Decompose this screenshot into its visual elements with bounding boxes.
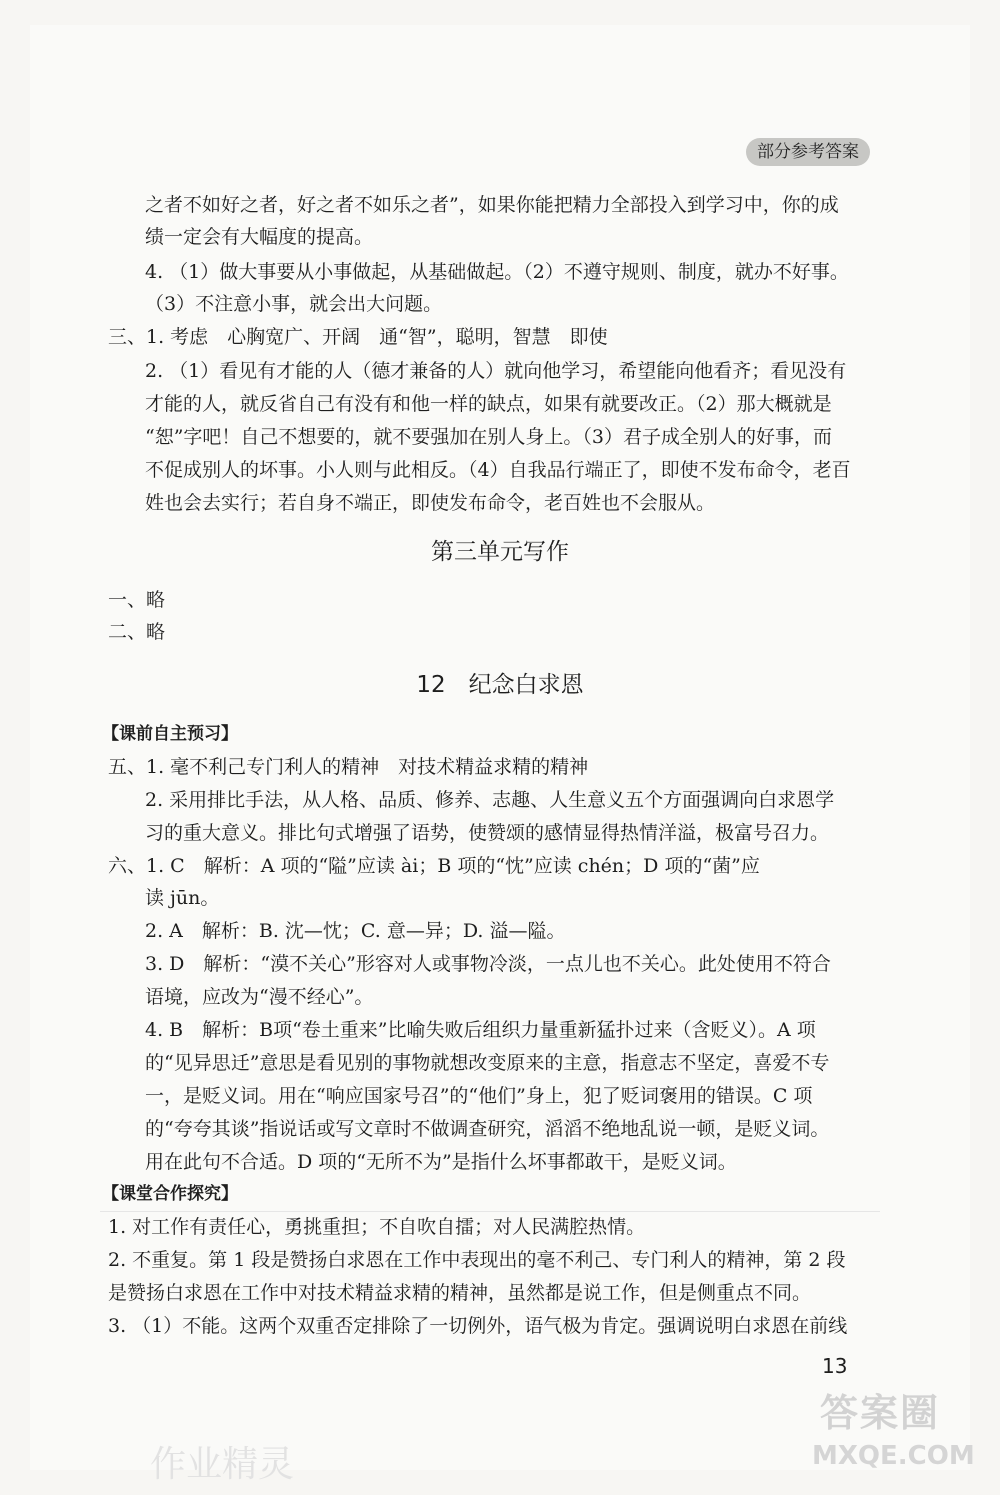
- header-tag: 部分参考答案: [746, 138, 870, 166]
- text-line: 五、1. 毫不利己专门利人的精神 对技术精益求精的精神: [108, 756, 589, 778]
- text-line: 用在此句不合适。D 项的“无所不为”是指什么坏事都敢干，是贬义词。: [145, 1151, 737, 1173]
- unit-heading: 第三单元写作: [431, 539, 569, 565]
- text-line: 2. 不重复。第 1 段是赞扬白求恩在工作中表现出的毫不利己、专门利人的精神，第 2 段: [108, 1249, 846, 1271]
- watermark-logo: 答案圈: [820, 1391, 941, 1435]
- text-line: 才能的人，就反省自己有没有和他一样的缺点，如果有就要改正。（2）那大概就是: [145, 393, 832, 415]
- writing-item: 二、略: [108, 621, 166, 643]
- text-line: （3）不注意小事，就会出大问题。: [145, 293, 443, 315]
- section-heading-classroom: 【课堂合作探究】: [102, 1184, 238, 1204]
- text-line: 2. （1）看见有才能的人（德才兼备的人）就向他学习，希望能向他看齐；看见没有: [145, 360, 847, 382]
- text-line: 绩一定会有大幅度的提高。: [145, 226, 374, 248]
- text-line: 3. D 解析：“漠不关心”形容对人或事物冷淡，一点儿也不关心。此处使用不符合: [145, 953, 831, 975]
- watermark-url: MXQE.COM: [812, 1441, 975, 1471]
- section-heading-preview: 【课前自主预习】: [102, 724, 238, 744]
- text-line: 4. （1）做大事要从小事做起，从基础做起。（2）不遵守规则、制度，就办不好事。: [145, 261, 849, 283]
- text-line: 六、1. C 解析：A 项的“隘”应读 ài；B 项的“忱”应读 chén；D 项的“菌”应: [108, 855, 760, 877]
- text-line: “恕”字吧！自己不想要的，就不要强加在别人身上。（3）君子成全别人的好事，而: [145, 426, 833, 448]
- text-line: 3. （1）不能。这两个双重否定排除了一切例外，语气极为肯定。强调说明白求恩在前线: [108, 1315, 848, 1337]
- text-line: 一，是贬义词。用在“响应国家号召”的“他们”身上，犯了贬词褒用的错误。C 项: [145, 1085, 813, 1107]
- text-line: 1. 对工作有责任心，勇挑重担；不自吹自擂；对人民满腔热情。: [108, 1216, 646, 1238]
- lesson-heading: 12 纪念白求恩: [416, 672, 584, 698]
- text-line: 读 jūn。: [145, 887, 220, 909]
- watermark-text: 作业精灵: [150, 1444, 295, 1485]
- text-line: 的“夸夸其谈”指说话或写文章时不做调查研究，滔滔不绝地乱说一顿，是贬义词。: [145, 1118, 830, 1140]
- text-line: 三、1. 考虑 心胸宽广、开阔 通“智”，聪明，智慧 即使: [108, 326, 608, 348]
- page-number: 13: [822, 1354, 848, 1378]
- text-line: 4. B 解析：B项“卷土重来”比喻失败后组织力量重新猛扑过来（含贬义）。A 项: [145, 1019, 816, 1041]
- text-line: 2. A 解析：B. 沈—忱；C. 意—异；D. 溢—隘。: [145, 920, 566, 942]
- writing-item: 一、略: [108, 589, 166, 611]
- text-line: 是赞扬白求恩在工作中对技术精益求精的精神，虽然都是说工作，但是侧重点不同。: [108, 1282, 812, 1304]
- text-line: 的“见异思迁”意思是看见别的事物就想改变原来的主意，指意志不坚定，喜爱不专: [145, 1052, 830, 1074]
- text-line: 不促成别人的坏事。小人则与此相反。（4）自我品行端正了，即使不发布命令，老百: [145, 459, 851, 481]
- text-line: 习的重大意义。排比句式增强了语势，使赞颂的感情显得热情洋溢，极富号召力。: [145, 822, 830, 844]
- text-line: 语境，应改为“漫不经心”。: [145, 986, 374, 1008]
- text-line: 2. 采用排比手法，从人格、品质、修养、志趣、人生意义五个方面强调向白求恩学: [145, 789, 835, 811]
- text-line: 之者不如好之者，好之者不如乐之者”，如果你能把精力全部投入到学习中，你的成: [145, 194, 839, 216]
- text-line: 姓也会去实行；若自身不端正，即使发布命令，老百姓也不会服从。: [145, 492, 716, 514]
